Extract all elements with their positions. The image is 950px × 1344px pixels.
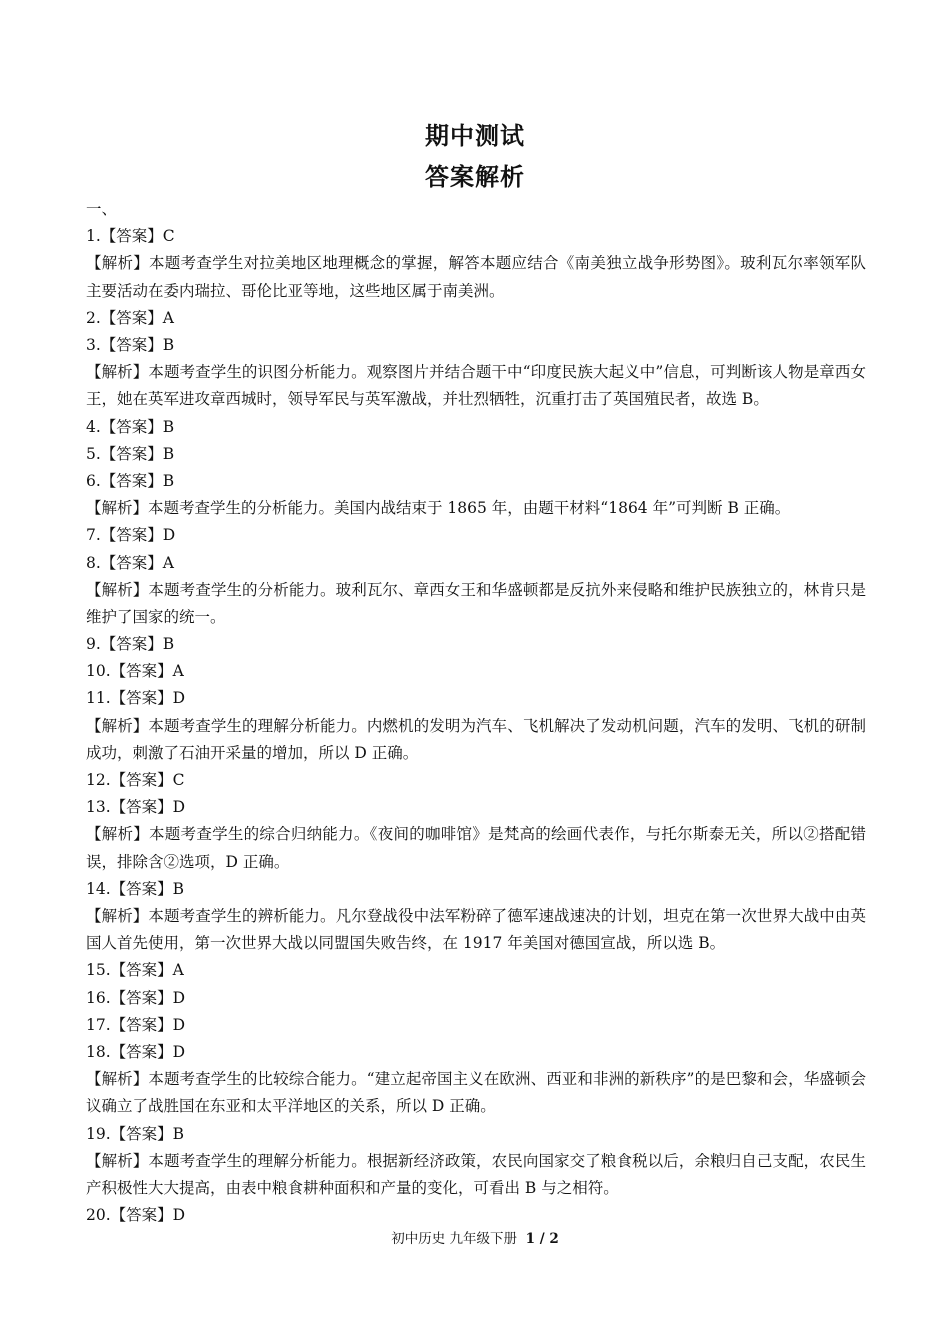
answer-line: 3.【答案】B — [86, 335, 175, 354]
answer-line: 12.【答案】C — [86, 771, 185, 790]
answer-line: 11.【答案】D — [86, 689, 186, 708]
answer-line: 9.【答案】B — [86, 635, 175, 654]
answer-line: 5.【答案】B — [86, 444, 175, 463]
answer-line: 8.【答案】A — [86, 553, 174, 572]
analysis-paragraph: 【解析】本题考查学生的比较综合能力。“建立起帝国主义在欧洲、西亚和非洲的新秩序”的是巴黎和会，华盛顿会议确立了战胜国在东亚和太平洋地区的关系，所以 D 正确。 — [86, 1070, 866, 1116]
footer-subject: 初中历史 九年级下册 — [391, 1231, 518, 1247]
footer-page-number: 1 / 2 — [525, 1231, 559, 1247]
answer-line: 7.【答案】D — [86, 526, 176, 545]
answer-line: 4.【答案】B — [86, 417, 175, 436]
answer-line: 2.【答案】A — [86, 308, 174, 327]
analysis-paragraph: 【解析】本题考查学生的识图分析能力。观察图片并结合题干中“印度民族大起义中”信息，可判断该人物是章西女王，她在英军进攻章西城时，领导军民与英军激战，并壮烈牺牲，沉重打击了英国殖民者，故选 B。 — [86, 363, 866, 409]
analysis-paragraph: 【解析】本题考查学生的综合归纳能力。《夜间的咖啡馆》是梵高的绘画代表作，与托尔斯泰无关，所以②搭配错误，排除含②选项，D 正确。 — [86, 825, 866, 871]
answer-content — [86, 196, 866, 1229]
analysis-paragraph: 【解析】本题考查学生的理解分析能力。根据新经济政策，农民向国家交了粮食税以后，余粮归自己支配，农民生产积极性大大提高，由表中粮食耕种面积和产量的变化，可看出 B 与之相符。 — [86, 1151, 866, 1197]
answer-line: 18.【答案】D — [86, 1043, 186, 1062]
analysis-paragraph: 【解析】本题考查学生的分析能力。美国内战结束于 1865 年，由题干材料“1864 年”可判断 B 正确。 — [86, 499, 791, 518]
analysis-paragraph: 【解析】本题考查学生的辨析能力。凡尔登战役中法军粉碎了德军速战速决的计划，坦克在第一次世界大战中由英国人首先使用，第一次世界大战以同盟国失败告终，在 1917 年美国对德国宣战，所以选 B。 — [86, 907, 866, 953]
analysis-paragraph: 【解析】本题考查学生对拉美地区地理概念的掌握，解答本题应结合《南美独立战争形势图》。玻利瓦尔率领军队主要活动在委内瑞拉、哥伦比亚等地，这些地区属于南美洲。 — [86, 254, 866, 300]
answer-line: 6.【答案】B — [86, 471, 175, 490]
answer-line: 14.【答案】B — [86, 879, 185, 898]
answer-line: 19.【答案】B — [86, 1124, 185, 1143]
answer-line: 17.【答案】D — [86, 1015, 186, 1034]
answer-list — [86, 223, 866, 1229]
answer-line: 16.【答案】D — [86, 988, 186, 1007]
answer-line: 10.【答案】A — [86, 662, 184, 681]
analysis-paragraph: 【解析】本题考查学生的理解分析能力。内燃机的发明为汽车、飞机解决了发动机问题，汽车的发明、飞机的研制成功，刺激了石油开采量的增加，所以 D 正确。 — [86, 716, 866, 762]
answer-line: 15.【答案】A — [86, 961, 184, 980]
analysis-paragraph: 【解析】本题考查学生的分析能力。玻利瓦尔、章西女王和华盛顿都是反抗外来侵略和维护民族独立的，林肯只是维护了国家的统一。 — [86, 580, 866, 626]
answer-line: 13.【答案】D — [86, 798, 186, 817]
answer-line: 1.【答案】C — [86, 227, 175, 246]
page-title: 期中测试 — [425, 122, 525, 150]
page-footer — [0, 1227, 950, 1247]
section-label: 一、 — [86, 200, 118, 218]
page-subtitle: 答案解析 — [425, 163, 525, 191]
answer-line: 20.【答案】D — [86, 1206, 186, 1225]
